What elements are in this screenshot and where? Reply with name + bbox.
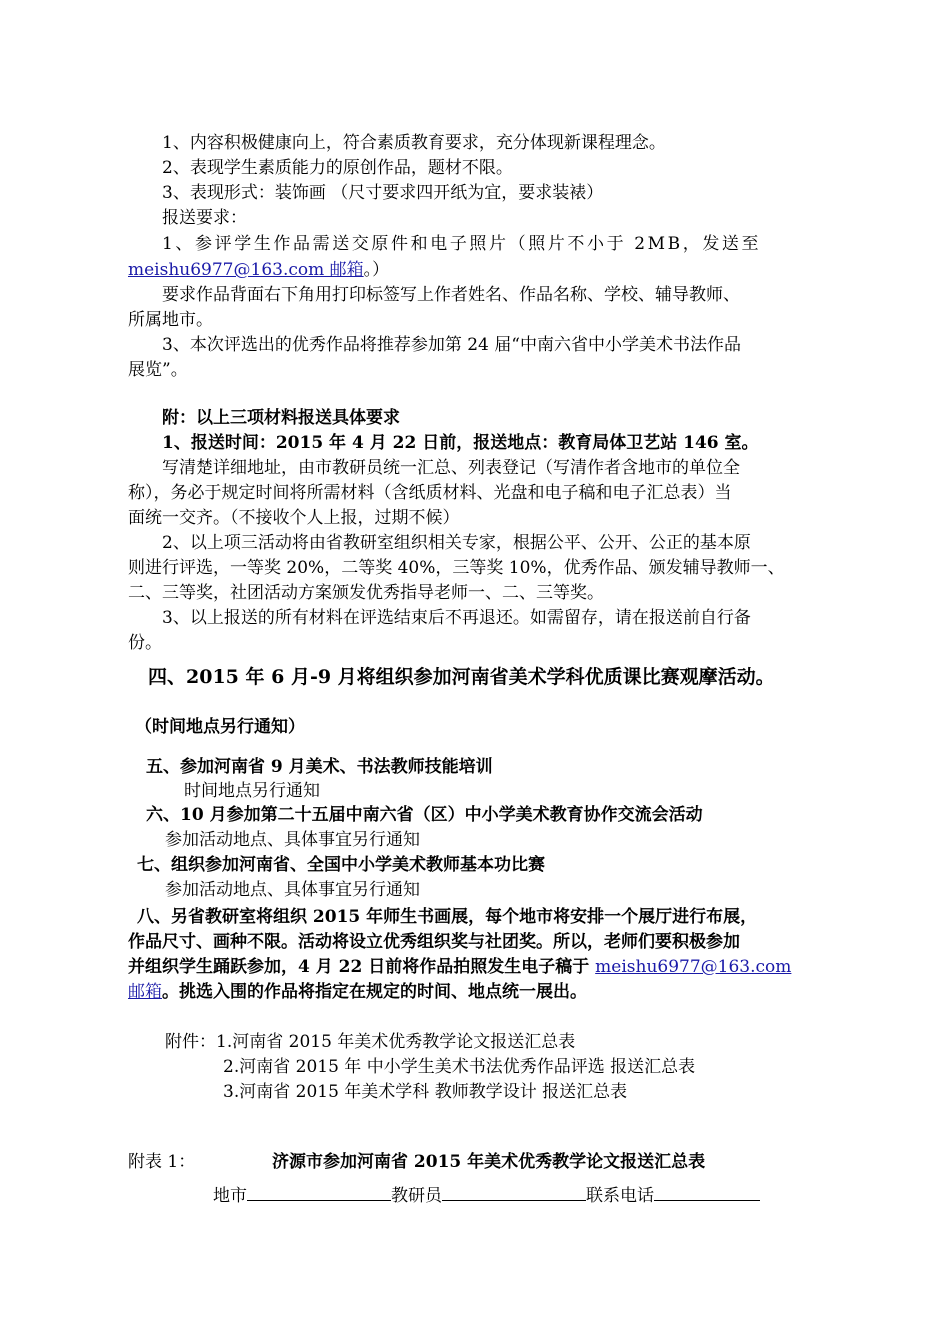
submission-3-line2: 展览”。 [128, 360, 188, 380]
appendix-para-1-line3: 面统一交齐。（不接收个人上报，过期不候） [128, 508, 460, 528]
appendix-para-3-line2: 份。 [128, 633, 162, 653]
submission-1-line2: meishu6977@163.com 邮箱。） [128, 260, 390, 280]
phone-field[interactable] [654, 1182, 760, 1201]
researcher-label: 教研员 [391, 1186, 442, 1206]
section-five-heading: 五、参加河南省 9 月美术、书法教师技能培训 [146, 757, 493, 777]
table1-label: 附表 1： [128, 1152, 196, 1172]
section-eight-line3: 并组织学生踊跃参加，4 月 22 日前将作品拍照发生电子稿于 meishu6977@163.com [128, 957, 792, 977]
attachment-3: 3.河南省 2015 年美术学科 教师教学设计 报送汇总表 [223, 1082, 628, 1102]
city-label: 地市 [213, 1186, 247, 1206]
submission-title: 报送要求： [162, 208, 247, 228]
requirement-2: 2、表现学生素质能力的原创作品，题材不限。 [162, 158, 513, 178]
section-seven-note: 参加活动地点、具体事宜另行通知 [165, 880, 420, 900]
researcher-field[interactable] [442, 1182, 586, 1201]
section-eight-line2: 作品尺寸、画种不限。活动将设立优秀组织奖与社团奖。所以，老师们要积极参加 [128, 932, 740, 952]
table1-fields [213, 1182, 760, 1208]
appendix-item-1: 1、报送时间：2015 年 4 月 22 日前，报送地点：教育局体卫艺站 146 室。 [162, 433, 759, 453]
requirement-3: 3、表现形式：装饰画 （尺寸要求四开纸为宜，要求装裱） [162, 183, 604, 203]
attachment-2: 2.河南省 2015 年 中小学生美术书法优秀作品评选 报送汇总表 [223, 1057, 696, 1077]
submission-2-line2: 所属地市。 [128, 310, 213, 330]
section-seven-heading: 七、组织参加河南省、全国中小学美术教师基本功比赛 [137, 855, 545, 875]
section-six-heading: 六、10 月参加第二十五届中南六省（区）中小学美术教育协作交流会活动 [146, 805, 703, 825]
email-link[interactable]: meishu6977@163.com 邮箱 [128, 260, 364, 280]
requirement-1: 1、内容积极健康向上，符合素质教育要求，充分体现新课程理念。 [162, 133, 666, 153]
appendix-para-1-line1: 写清楚详细地址，由市教研员统一汇总、列表登记（写清作者含地市的单位全 [162, 458, 740, 478]
appendix-para-1-line2: 称），务必于规定时间将所需材料（含纸质材料、光盘和电子稿和电子汇总表）当 [128, 483, 732, 503]
city-field[interactable] [247, 1182, 391, 1201]
section-six-note: 参加活动地点、具体事宜另行通知 [165, 830, 420, 850]
appendix-para-2-line2: 则进行评选，一等奖 20%，二等奖 40%，三等奖 10%，优秀作品、颁发辅导教师一、 [128, 558, 785, 578]
section-four-note: （时间地点另行通知） [135, 717, 305, 737]
submission-1-line1: 1、参评学生作品需送交原件和电子照片（照片不小于 2MB，发送至 [162, 234, 762, 254]
table1-title: 济源市参加河南省 2015 年美术优秀教学论文报送汇总表 [272, 1152, 706, 1172]
email-link-2-suffix[interactable]: 邮箱 [128, 982, 162, 1002]
attachment-1: 附件：1.河南省 2015 年美术优秀教学论文报送汇总表 [165, 1032, 576, 1052]
email-link-2[interactable]: meishu6977@163.com [595, 957, 792, 977]
appendix-para-2-line3: 二、三等奖，社团活动方案颁发优秀指导老师一、二、三等奖。 [128, 583, 604, 603]
appendix-para-3-line1: 3、以上报送的所有材料在评选结束后不再退还。如需留存，请在报送前自行备 [162, 608, 751, 628]
section-five-note: 时间地点另行通知 [184, 781, 320, 801]
phone-label: 联系电话 [586, 1186, 654, 1206]
section-eight-line4: 邮箱。挑选入围的作品将指定在规定的时间、地点统一展出。 [128, 982, 587, 1002]
section-eight-line1: 八、另省教研室将组织 2015 年师生书画展，每个地市将安排一个展厅进行布展， [137, 907, 758, 927]
submission-2-line1: 要求作品背面右下角用打印标签写上作者姓名、作品名称、学校、辅导教师、 [162, 285, 740, 305]
section-four-heading: 四、2015 年 6 月-9 月将组织参加河南省美术学科优质课比赛观摩活动。 [148, 666, 775, 688]
appendix-para-2-line1: 2、以上项三活动将由省教研室组织相关专家，根据公平、公开、公正的基本原 [162, 533, 751, 553]
submission-3-line1: 3、本次评选出的优秀作品将推荐参加第 24 届“中南六省中小学美术书法作品 [162, 335, 741, 355]
appendix-title: 附：以上三项材料报送具体要求 [162, 408, 400, 428]
